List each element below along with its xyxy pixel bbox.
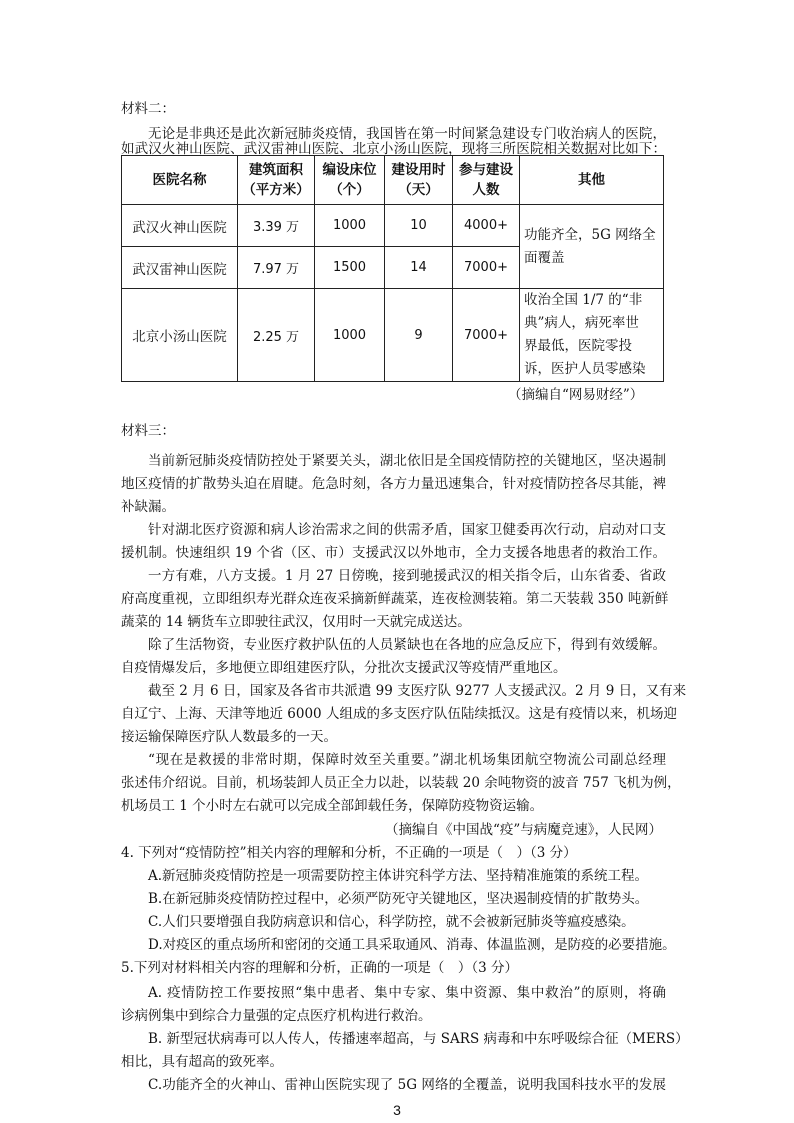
question-5-option-a: A. 疫情防控工作要按照“集中患者、集中专家、集中资源、集中救治”的原则，将确 — [148, 985, 666, 1001]
question-4-option-c: C.人们只要增强自我防病意识和信心，科学防控，就不会被新冠肺炎等瘟疫感染。 — [148, 914, 635, 930]
page-number: 3 — [393, 1102, 401, 1118]
question-5-option-c: C.功能齐全的火神山、雷神山医院实现了 5G 网络的全覆盖，说明我国科技水平的发展 — [148, 1077, 666, 1093]
other-line: 诉，医护人员零感染 — [524, 361, 646, 377]
other-line: 面覆盖 — [524, 249, 565, 266]
question-5-option-b: B. 新型冠状病毒可以人传人，传播速率超高，与 SARS 病毒和中东呼吸综合征（MERS） — [148, 1031, 689, 1047]
cell-area: 2.25 万 — [238, 289, 315, 382]
material3-line: 自辽宁、上海、天津等地近 6000 人组成的多支医疗队伍陆续抵汉。这是有疫情以来，机场迎 — [121, 706, 677, 722]
cell-workers: 7000+ — [453, 289, 520, 382]
cell-hospital: 武汉火神山医院 — [122, 205, 238, 247]
other-line: 收治全国 1/7 的“非 — [524, 292, 643, 308]
table-header-row — [122, 156, 664, 205]
cell-workers: 7000+ — [453, 247, 520, 289]
question-5-option-a-cont: 诊病例集中到综合力量强的定点医疗机构进行救治。 — [121, 1008, 432, 1024]
material3-line: 针对湖北医疗资源和病人诊治需求之间的供需矛盾，国家卫健委再次行动，启动对口支 — [148, 522, 666, 538]
material3-source: （摘编自《中国战“疫”与病魔竞速》，人民网） — [385, 822, 663, 838]
material3-heading: 材料三： — [121, 423, 175, 439]
table-row — [122, 289, 664, 382]
question-5-option-b-cont: 相比，具有超高的致死率。 — [121, 1054, 283, 1070]
material2-source: （摘编自“网易财经”） — [508, 387, 644, 403]
cell-beds: 1500 — [315, 247, 385, 289]
other-line: 功能齐全，5G 网络全 — [524, 226, 656, 243]
material3-line: 府高度重视，立即组织寿光群众连夜采摘新鲜蔬菜，连夜检测装箱。第二天装载 350 吨新鲜 — [121, 591, 669, 607]
material3-line: 地区疫情的扩散势头迫在眉睫。危急时刻，各方力量迅速集合，针对疫情防控各尽其能，裨 — [121, 476, 666, 492]
header-workers: 参与建设人数 — [453, 156, 520, 205]
other-line: 典”病人，病死率世 — [524, 315, 639, 331]
cell-other-xiaotangshan — [520, 289, 664, 382]
cell-days: 10 — [385, 205, 453, 247]
question-5-stem: 5.下列对材料相关内容的理解和分析，正确的一项是（ ）（3 分） — [121, 960, 519, 976]
cell-days: 14 — [385, 247, 453, 289]
material2-heading: 材料二： — [121, 101, 175, 117]
cell-beds: 1000 — [315, 289, 385, 382]
cell-workers: 4000+ — [453, 205, 520, 247]
header-build-days: 建设用时（天） — [385, 156, 453, 205]
material3-line: 截至 2 月 6 日，国家及各省市共派遣 99 支医疗队 9277 人支援武汉。2 月 9 日，又有来 — [148, 683, 687, 699]
material2-intro-line-1: 无论是非典还是此次新冠肺炎疫情，我国皆在第一时间紧急建设专门收治病人的医院， — [148, 126, 666, 142]
question-4-option-d: D.对疫区的重点场所和密闭的交通工具采取通风、消毒、体温监测，是防疫的必要措施。 — [148, 937, 676, 953]
header-hospital-name: 医院名称 — [122, 156, 238, 205]
material3-line: 援机制。快速组织 19 个省（区、市）支援武汉以外地市，全力支援各地患者的救治工作。 — [121, 545, 666, 561]
question-4-stem: 4. 下列对“疫情防控”相关内容的理解和分析，不正确的一项是（ ）（3 分） — [121, 845, 577, 861]
other-line: 界最低，医院零投 — [524, 338, 632, 354]
header-floor-area: 建筑面积（平方米） — [238, 156, 315, 205]
material2-intro-line-2: 如武汉火神山医院、武汉雷神山医院、北京小汤山医院，现将三所医院相关数据对比如下： — [121, 141, 666, 157]
cell-other-merged — [520, 205, 664, 289]
material3-line: 接运输保障医疗队人数最多的一天。 — [121, 729, 337, 745]
cell-area: 7.97 万 — [238, 247, 315, 289]
hospital-comparison-table — [121, 155, 664, 382]
material3-line: 除了生活物资，专业医疗救护队伍的人员紧缺也在各地的应急反应下，得到有效缓解。 — [148, 637, 666, 653]
material3-line: 补缺漏。 — [121, 499, 175, 515]
header-other: 其他 — [520, 156, 664, 205]
material3-line: 一方有难，八方支援。1 月 27 日傍晚，接到驰援武汉的相关指令后，山东省委、省政 — [148, 568, 666, 584]
question-4-option-a: A.新冠肺炎疫情防控是一项需要防控主体讲究科学方法、坚持精准施策的系统工程。 — [148, 868, 649, 884]
header-beds: 编设床位（个） — [315, 156, 385, 205]
table-row — [122, 205, 664, 247]
material3-line: 张述伟介绍说。目前，机场装卸人员正全力以赴，以装载 20 余吨物资的波音 757 飞机为例， — [121, 775, 681, 791]
cell-area: 3.39 万 — [238, 205, 315, 247]
cell-hospital: 武汉雷神山医院 — [122, 247, 238, 289]
material3-line: “现在是救援的非常时期，保障时效至关重要。”湖北机场集团航空物流公司副总经理 — [148, 752, 666, 768]
question-4-option-b: B.在新冠肺炎疫情防控过程中，必须严防死守关键地区，坚决遏制疫情的扩散势头。 — [148, 891, 649, 907]
material3-line: 当前新冠肺炎疫情防控处于紧要关头，湖北依旧是全国疫情防控的关键地区，坚决遏制 — [148, 453, 666, 469]
material3-line: 自疫情爆发后，多地便立即组建医疗队，分批次支援武汉等疫情严重地区。 — [121, 660, 567, 676]
cell-days: 9 — [385, 289, 453, 382]
material3-line: 机场员工 1 个小时左右就可以完成全部卸载任务，保障防疫物资运输。 — [121, 798, 544, 814]
material3-line: 蔬菜的 14 辆货车立即驶往武汉，仅用时一天就完成送达。 — [121, 614, 471, 630]
cell-beds: 1000 — [315, 205, 385, 247]
cell-hospital: 北京小汤山医院 — [122, 289, 238, 382]
